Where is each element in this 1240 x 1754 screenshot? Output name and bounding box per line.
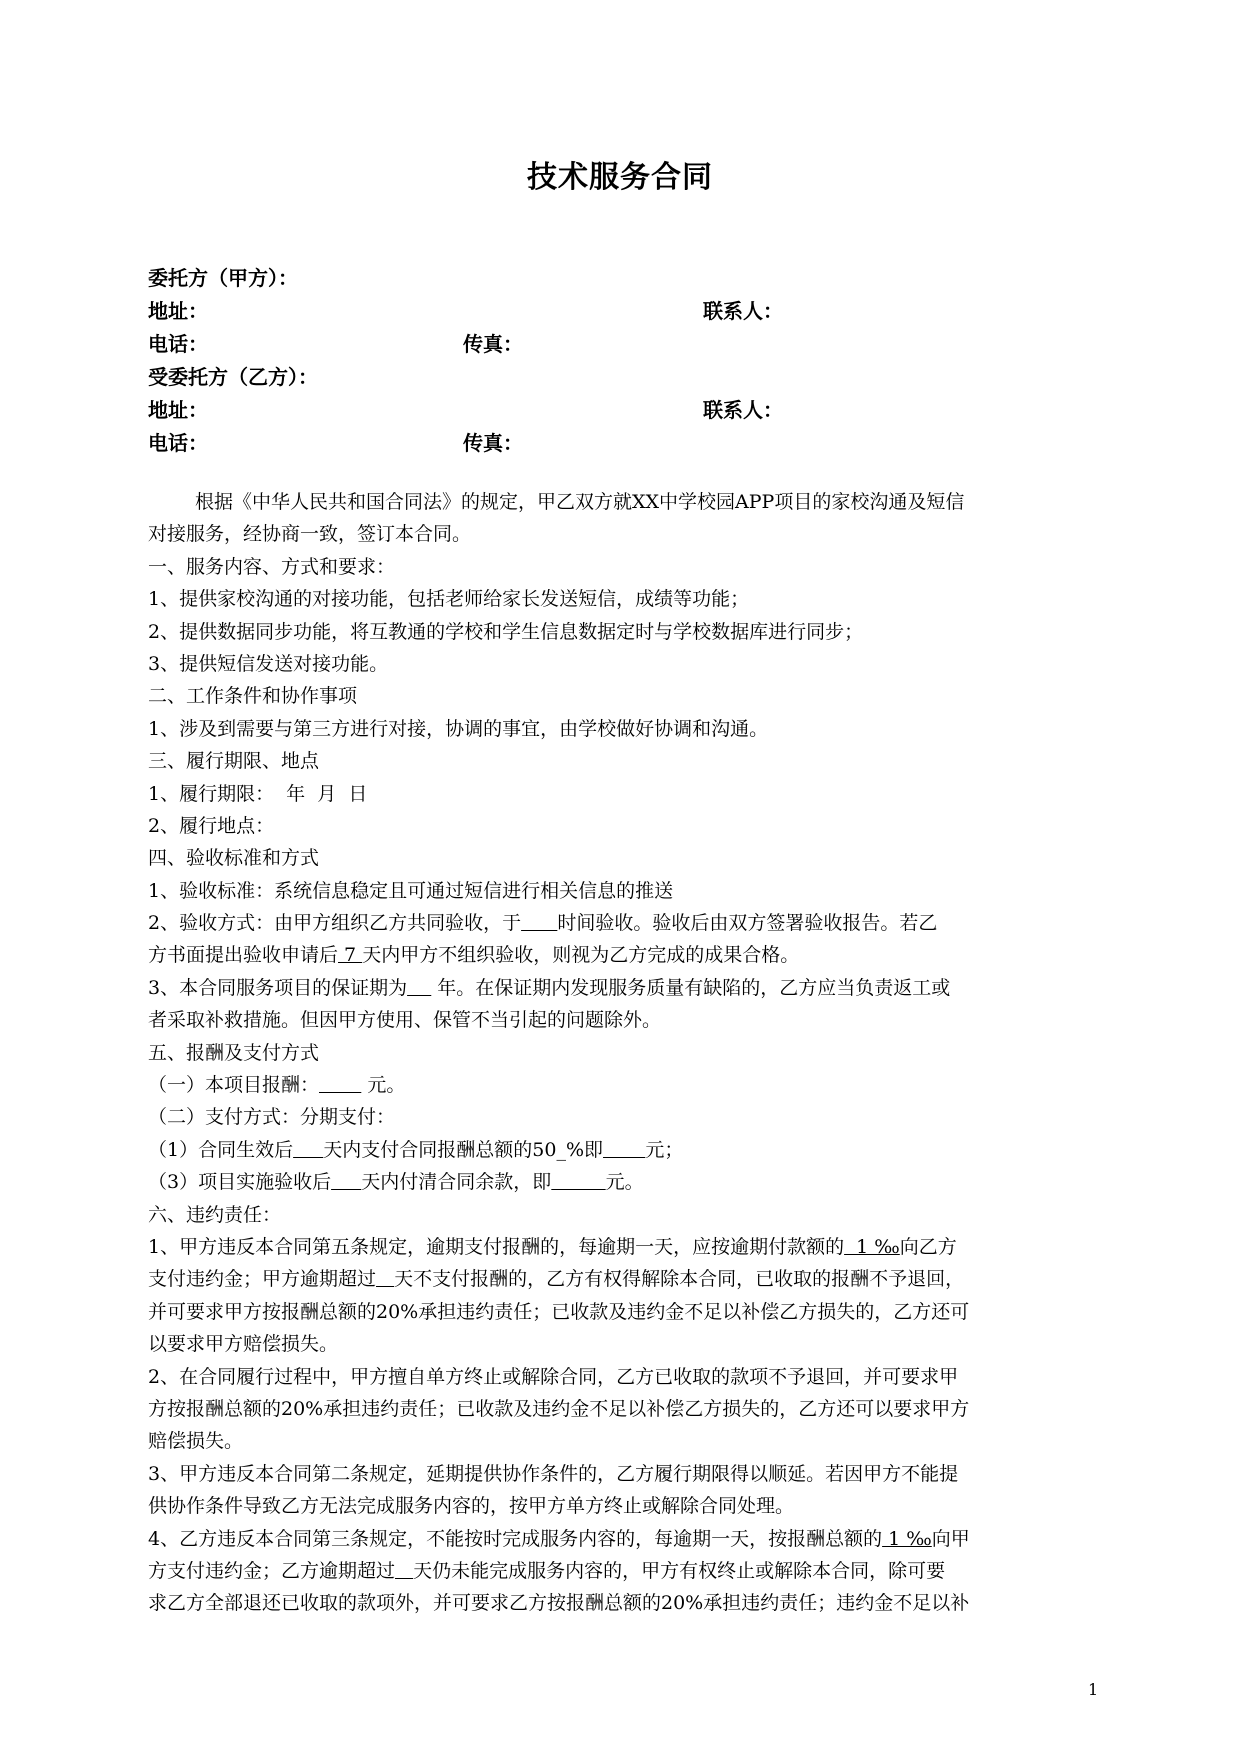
text-segment: 1、验收标准：系统信息稳定且可通过短信进行相关信息的推送 (148, 879, 674, 902)
provider-fax-label: 传真： (463, 431, 523, 455)
text-segment: 三、履行期限、地点 (148, 750, 320, 773)
body-line (148, 713, 1092, 745)
body-line (148, 842, 1092, 874)
text-segment: 4、乙方违反本合同第三条规定，不能按时完成服务内容的，每逾期一天，按报酬总额的 (148, 1527, 883, 1550)
body-line (148, 1004, 1092, 1036)
body-line (148, 551, 1092, 583)
text-segment: 方书面提出验收申请后 (148, 944, 339, 967)
text-segment: 方支付违约金；乙方逾期超过 (148, 1559, 396, 1582)
body-line (148, 1199, 1092, 1231)
underlined-blank (331, 1171, 361, 1193)
body-line (148, 518, 1092, 550)
client-phone-label: 电话： (148, 332, 208, 356)
text-segment: 天内付清合同余款，即 (361, 1171, 552, 1194)
text-segment: 3、本合同服务项目的保证期为 (148, 976, 408, 999)
body-line (148, 972, 1092, 1004)
body-line (148, 1134, 1092, 1166)
body-line (148, 1425, 1092, 1457)
underlined-blank (376, 1268, 394, 1290)
client-contact-label: 联系人： (703, 299, 783, 323)
underlined-blank: 1 ‰ (882, 1527, 932, 1550)
client-label: 委托方（甲方）： (148, 266, 298, 290)
text-segment: 1、甲方违反本合同第五条规定，逾期支付报酬的，每逾期一天，应按逾期付款额的 (148, 1235, 845, 1258)
text-segment: 一、服务内容、方式和要求： (148, 555, 396, 578)
text-segment: 元。 (361, 1074, 406, 1097)
underlined-blank (521, 912, 557, 934)
text-segment: （一）本项目报酬： (148, 1074, 320, 1097)
text-segment: 六、违约责任： (148, 1203, 282, 1226)
text-segment: 时间验收。验收后由双方签署验收报告。若乙 (557, 912, 938, 935)
page-number: 1 (1088, 1680, 1099, 1699)
text-segment: 元； (645, 1138, 684, 1161)
text-segment: 二、工作条件和协作事项 (148, 685, 358, 708)
body-line (148, 1166, 1092, 1198)
body-line (148, 616, 1092, 648)
body-line (148, 1037, 1092, 1069)
body-line (148, 778, 1092, 810)
text-segment: （3）项目实施验收后 (148, 1171, 332, 1194)
text-segment: 3、甲方违反本合同第二条规定，延期提供协作条件的，乙方履行期限得以顺延。若因甲方不能提 (148, 1462, 959, 1485)
text-segment: 元。 (605, 1171, 644, 1194)
text-segment: 1、履行期限： 年 月 日 (148, 782, 368, 805)
body-line (148, 1296, 1092, 1328)
text-segment: 3、提供短信发送对接功能。 (148, 652, 389, 675)
text-segment: 赔偿损失。 (148, 1430, 244, 1453)
text-segment: 1、涉及到需要与第三方进行对接，协调的事宜，由学校做好协调和沟通。 (148, 717, 769, 740)
text-segment: 2、在合同履行过程中，甲方擅自单方终止或解除合同，乙方已收取的款项不予退回，并可要求甲 (148, 1365, 959, 1388)
body-line (148, 583, 1092, 615)
contract-body (148, 486, 1092, 1620)
text-segment: 供协作条件导致乙方无法完成服务内容的，按甲方单方终止或解除合同处理。 (148, 1495, 795, 1518)
text-segment: 支付违约金；甲方逾期超过 (148, 1268, 377, 1291)
underlined-blank (293, 1139, 323, 1161)
text-segment: 方按报酬总额的20%承担违约责任；已收款及违约金不足以补偿乙方损失的，乙方还可以要求甲方 (148, 1397, 970, 1420)
underlined-blank: 1 ‰ (844, 1235, 900, 1258)
contract-title: 技术服务合同 (527, 160, 713, 195)
text-segment: 天仍未能完成服务内容的，甲方有权终止或解除本合同，除可要 (413, 1559, 946, 1582)
text-segment: 并可要求甲方按报酬总额的20%承担违约责任；已收款及违约金不足以补偿乙方损失的，乙方还可 (148, 1300, 970, 1323)
underlined-blank (319, 1074, 361, 1096)
text-segment: 以要求甲方赔偿损失。 (148, 1333, 339, 1356)
body-line (148, 1069, 1092, 1101)
body-line (148, 1263, 1092, 1295)
body-line (148, 1523, 1092, 1555)
text-segment: 向乙方 (899, 1235, 957, 1258)
body-line (148, 1555, 1092, 1587)
underlined-blank: 7 (338, 944, 363, 967)
text-segment: 2、履行地点： (148, 814, 275, 837)
text-segment: 求乙方全部退还已收取的款项外，并可要求乙方按报酬总额的20%承担违约责任；违约金不足以补 (148, 1592, 970, 1615)
underlined-blank (603, 1139, 645, 1161)
provider-phone-label: 电话： (148, 431, 208, 455)
client-address-label: 地址： (148, 299, 208, 323)
body-line (148, 1587, 1092, 1619)
text-segment: 2、提供数据同步功能，将互教通的学校和学生信息数据定时与学校数据库进行同步； (148, 620, 864, 643)
body-line (148, 648, 1092, 680)
text-segment: 年。在保证期内发现服务质量有缺陷的，乙方应当负责返工或 (431, 976, 951, 999)
text-segment: 根据《中华人民共和国合同法》的规定，甲乙双方就XX中学校园APP项目的家校沟通及短信 (195, 491, 965, 513)
body-line (148, 939, 1092, 971)
body-line (148, 907, 1092, 939)
body-line (148, 1231, 1092, 1263)
body-line (148, 1458, 1092, 1490)
body-line (148, 1101, 1092, 1133)
text-segment: 对接服务，经协商一致，签订本合同。 (148, 523, 472, 546)
text-segment: 四、验收标准和方式 (148, 847, 320, 870)
body-line (148, 810, 1092, 842)
body-line (148, 680, 1092, 712)
provider-contact-label: 联系人： (703, 398, 783, 422)
underlined-blank (407, 977, 431, 999)
body-line (148, 1393, 1092, 1425)
body-line (148, 745, 1092, 777)
provider-label: 受委托方（乙方）： (148, 365, 318, 389)
body-line (148, 1490, 1092, 1522)
body-line (148, 1328, 1092, 1360)
body-line (148, 875, 1092, 907)
body-line (148, 486, 1092, 518)
underlined-blank (395, 1560, 413, 1582)
text-segment: 天不支付报酬的，乙方有权得解除本合同，已收取的报酬不予退回， (394, 1268, 965, 1291)
body-line (148, 1361, 1092, 1393)
text-segment: 五、报酬及支付方式 (148, 1041, 320, 1064)
text-segment: 2、验收方式：由甲方组织乙方共同验收，于 (148, 912, 522, 935)
text-segment: （1）合同生效后 (148, 1138, 294, 1161)
text-segment: 天内甲方不组织验收，则视为乙方完成的成果合格。 (362, 944, 800, 967)
client-fax-label: 传真： (463, 332, 523, 356)
text-segment: 者采取补救措施。但因甲方使用、保管不当引起的问题除外。 (148, 1009, 662, 1032)
provider-address-label: 地址： (148, 398, 208, 422)
text-segment: 1、提供家校沟通的对接功能，包括老师给家长发送短信，成绩等功能； (148, 588, 750, 611)
text-segment: 向甲 (931, 1527, 970, 1550)
underlined-blank (551, 1171, 605, 1193)
text-segment: 天内支付合同报酬总额的50_%即 (323, 1138, 604, 1161)
text-segment: （二）支付方式：分期支付： (148, 1106, 396, 1129)
